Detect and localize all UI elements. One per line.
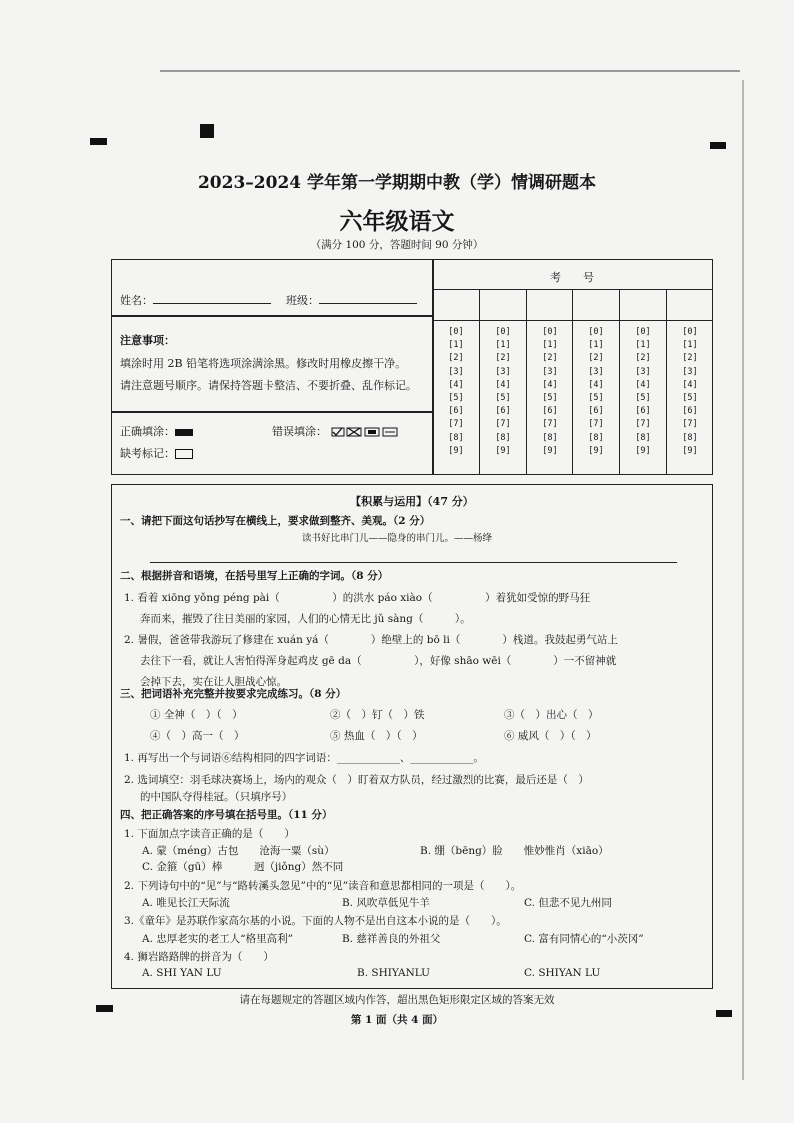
exam-title: 2023–2024 学年第一学期期中教（学）情调研题本 [197,173,597,193]
wrong-fill-example: 错误填涂： [272,423,409,439]
kaohao-label: 考 号 [550,271,594,284]
q4-2-option-b: B. 风吹草低见牛羊 [342,897,430,909]
q2-line-1: 1. 看着 xiōng yǒng péng pài（ ）的洪水 páo xiào（ ）着犹如受惊的野马狂 [124,592,591,604]
q3-word-6: ⑥ 威风（ ）（ ） [504,730,597,742]
registration-mark [200,124,214,138]
score-time-note: （满分 100 分，答题时间 90 分钟） [310,239,484,251]
q4-item-1: 1. 下面加点字读音正确的是（ ） [124,828,295,840]
q2-line-4: 去往下一看，就让人害怕得浑身起鸡皮 gē da（ ），好像 shāo wēi（ ）一不留神就 [140,655,617,667]
page-number: 第 1 面（共 4 面） [350,1014,444,1026]
q2-line-5: 会掉下去，实在让人胆战心惊。 [140,676,287,688]
exam-number-column-6[interactable]: [0] [1] [2] [3] [4] [5] [6] [7] [8] [9] [682,327,698,456]
wrong-marks-icon [331,427,409,437]
q4-2-option-a: A. 唯见长江天际流 [142,897,230,909]
class-label: 班级： [286,294,319,307]
q1-quote: 读书好比串门儿——隐身的串门儿。——杨绛 [302,533,493,544]
q3-word-4: ④（ ）高一（ ） [150,730,245,742]
section-title: 【积累与运用】（47 分） [350,495,474,508]
q4-1-option-c: C. 金箍（gū）棒 迥（jiǒng）然不同 [142,861,344,873]
exam-number-column-1[interactable]: [0] [1] [2] [3] [4] [5] [6] [7] [8] [9] [448,327,464,456]
exam-number-column-3[interactable]: [0] [1] [2] [3] [4] [5] [6] [7] [8] [9] [542,327,558,456]
q1-answer-line[interactable] [150,562,677,563]
exam-number-column-5[interactable]: [0] [1] [2] [3] [4] [5] [6] [7] [8] [9] [635,327,651,456]
absent-mark-field[interactable]: 缺考标记： [120,445,193,461]
q4-4-option-c: C. SHIYAN LU [524,967,601,979]
q3-title: 三、把词语补充完整并按要求完成练习。（8 分） [120,688,347,700]
notice-title: 注意事项： [120,334,175,347]
subject-title: 六年级语文 [339,208,455,235]
q4-3-option-c: C. 富有同情心的“小茨冈” [524,933,644,945]
filled-mark-icon [175,429,193,436]
registration-mark [90,138,107,145]
q2-title: 二、根据拼音和语境，在括号里写上正确的字词。（8 分） [120,570,389,582]
q4-4-option-a: A. SHI YAN LU [142,967,222,979]
q4-3-option-a: A. 忠厚老实的老工人“格里高利” [142,933,293,945]
q3-word-1: ① 全神（ ）（ ） [150,709,243,721]
student-info-box [111,259,713,475]
q4-item-4: 4. 狮岩路路牌的拼音为（ ） [124,951,274,963]
registration-mark [710,142,726,149]
q3-sub-2-cont: 的中国队夺得桂冠。（只填序号） [140,791,293,803]
q4-title: 四、把正确答案的序号填在括号里。（11 分） [120,809,333,821]
q3-word-3: ③（ ）出心（ ） [504,709,599,721]
q4-2-option-c: C. 但悲不见九州同 [524,897,612,909]
q4-1-option-a: A. 蒙（méng）古包 沧海一粟（sù） [142,845,335,857]
q1-title: 一、请把下面这句话抄写在横线上，要求做到整齐、美观。（2 分） [120,515,431,527]
q3-word-5: ⑤ 热血（ ）（ ） [330,730,423,742]
q4-item-3: 3.《童年》是苏联作家高尔基的小说。下面的人物不是出自这本小说的是（ ）。 [124,915,507,927]
exam-number-column-4[interactable]: [0] [1] [2] [3] [4] [5] [6] [7] [8] [9] [588,327,604,456]
q4-4-option-b: B. SHIYANLU [357,967,431,979]
q4-3-option-b: B. 慈祥善良的外祖父 [342,933,441,945]
question-area [111,484,713,989]
name-field[interactable] [120,292,271,308]
answer-area-warning: 请在每题规定的答题区域内作答，超出黑色矩形限定区域的答案无效 [239,994,555,1006]
q3-word-2: ②（ ）钉（ ）铁 [330,709,425,721]
q4-item-2: 2. 下列诗句中的“见”与“路转溪头忽见”中的“见”读音和意思都相同的一项是（ ）。 [124,880,522,892]
class-field[interactable] [286,292,417,308]
correct-fill-example: 正确填涂： [120,423,193,439]
name-label: 姓名： [120,294,153,307]
absent-checkbox-icon [175,449,193,459]
q2-line-2: 奔而来，摧毁了往日美丽的家园，人们的心情无比 jǔ sàng（ ）。 [140,613,471,625]
scan-top-line [160,70,740,72]
notice-line-2: 请注意题号顺序。请保持答题卡整洁、不要折叠、乱作标记。 [120,379,417,392]
q4-1-option-b: B. 绷（bēng）脸 惟妙惟肖（xiāo） [420,845,609,857]
q3-sub-2: 2. 选词填空：羽毛球决赛场上，场内的观众（ ）盯着双方队员，经过激烈的比赛，最后还是（ ） [124,774,589,786]
exam-number-column-2[interactable]: [0] [1] [2] [3] [4] [5] [6] [7] [8] [9] [495,327,511,456]
notice-line-1: 填涂时用 2B 铅笔将选项涂满涂黑。修改时用橡皮擦干净。 [120,357,407,370]
q3-sub-1: 1. 再写出一个与词语⑥结构相同的四字词语：____________、____________。 [124,752,484,764]
q2-line-3: 2. 暑假，爸爸带我游玩了修建在 xuán yá（ ）绝壁上的 bō li（ ）栈道。我鼓起勇气站上 [124,634,618,646]
